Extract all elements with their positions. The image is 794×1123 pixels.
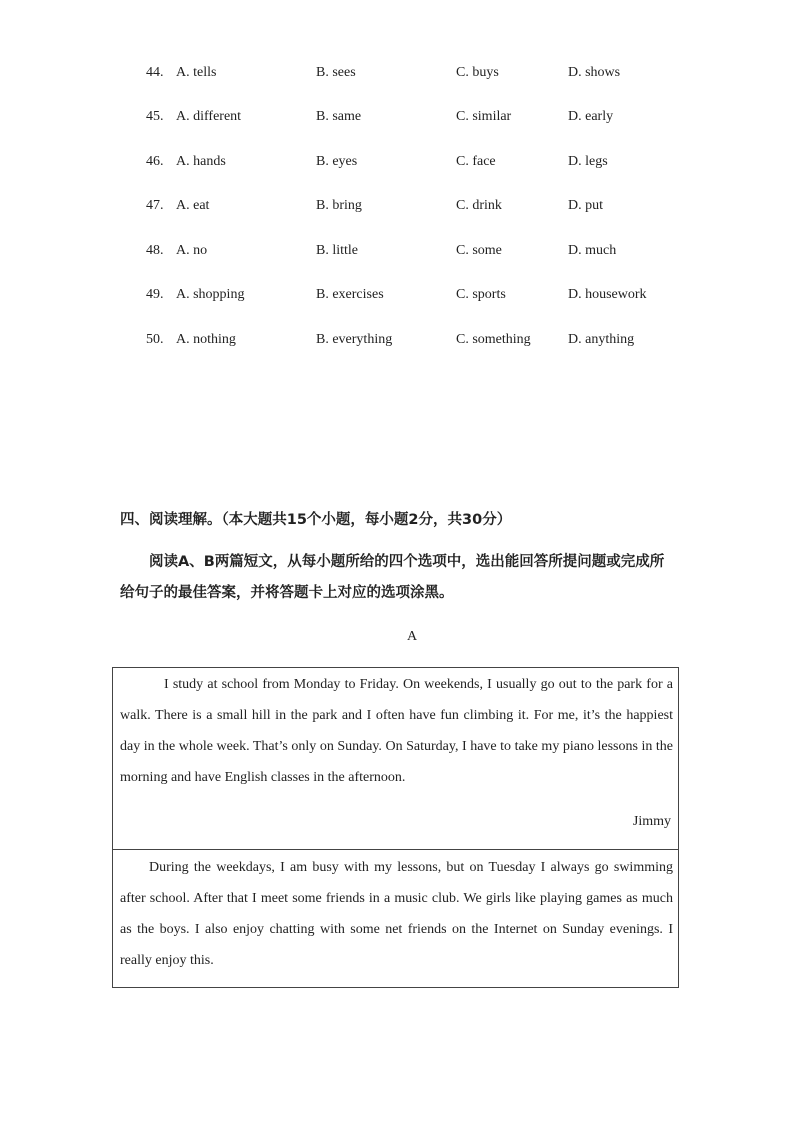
option-b: B. everything (316, 332, 393, 347)
passage-signature: Jimmy (632, 814, 671, 829)
passage-paragraph-1: I study at school from Monday to Friday. On weekends, I usually go out to the park for a walk. There is a small hill in the park and I often have fun climbing it. For me, it’s the happiest day in the whole week. That’s only on Sunday. On Saturday, I have to take my piano lessons in the morning and have English classes in the afternoon. (120, 677, 673, 785)
passage-label: A (406, 629, 418, 644)
option-d: D. shows (568, 65, 621, 80)
section-instructions: 阅读A、B两篇短文，从每小题所给的四个选项中，选出能回答所提问题或完成所给句子的最佳答案，并将答题卡上对应的选项涂黑。 (120, 554, 665, 601)
option-b: B. sees (316, 65, 356, 80)
option-a: A. different (176, 109, 242, 124)
passage-cell-jimmy (113, 668, 678, 850)
passage-paragraph-2: During the weekdays, I am busy with my lessons, but on Tuesday I always go swimming after school. After that I meet some friends in a music club. We girls like playing games as much as the boys. I also enjoy chatting with some net friends on the Internet on Sunday evenings. I really enjoy this. (120, 860, 673, 968)
question-row (0, 152, 794, 172)
option-a: A. nothing (176, 332, 236, 347)
option-d: D. much (568, 243, 617, 258)
option-b: B. eyes (316, 154, 358, 169)
option-a: A. no (176, 243, 208, 258)
option-b: B. same (316, 109, 362, 124)
question-row (0, 196, 794, 216)
question-row (0, 63, 794, 83)
option-d: D. early (568, 109, 614, 124)
option-c: C. drink (456, 198, 502, 213)
question-number: 48. (146, 243, 164, 258)
option-a: A. hands (176, 154, 226, 169)
passage-box (112, 667, 679, 988)
question-row (0, 241, 794, 261)
option-c: C. buys (456, 65, 499, 80)
question-number: 44. (146, 65, 164, 80)
question-number: 49. (146, 287, 164, 302)
question-row (0, 107, 794, 127)
question-row (0, 330, 794, 350)
option-c: C. similar (456, 109, 512, 124)
option-d: D. legs (568, 154, 608, 169)
question-row (0, 285, 794, 305)
question-number: 50. (146, 332, 164, 347)
question-number: 45. (146, 109, 164, 124)
option-c: C. some (456, 243, 502, 258)
option-b: B. little (316, 243, 358, 258)
option-a: A. tells (176, 65, 217, 80)
option-a: A. eat (176, 198, 210, 213)
option-b: B. bring (316, 198, 362, 213)
passage-cell-second (113, 850, 678, 989)
section-title: 四、阅读理解。（本大题共15个小题，每小题2分，共30分） (120, 512, 512, 528)
question-number: 46. (146, 154, 164, 169)
option-b: B. exercises (316, 287, 384, 302)
option-c: C. something (456, 332, 531, 347)
option-d: D. housework (568, 287, 647, 302)
option-a: A. shopping (176, 287, 245, 302)
option-c: C. sports (456, 287, 506, 302)
question-number: 47. (146, 198, 164, 213)
option-d: D. put (568, 198, 603, 213)
option-d: D. anything (568, 332, 635, 347)
option-c: C. face (456, 154, 496, 169)
